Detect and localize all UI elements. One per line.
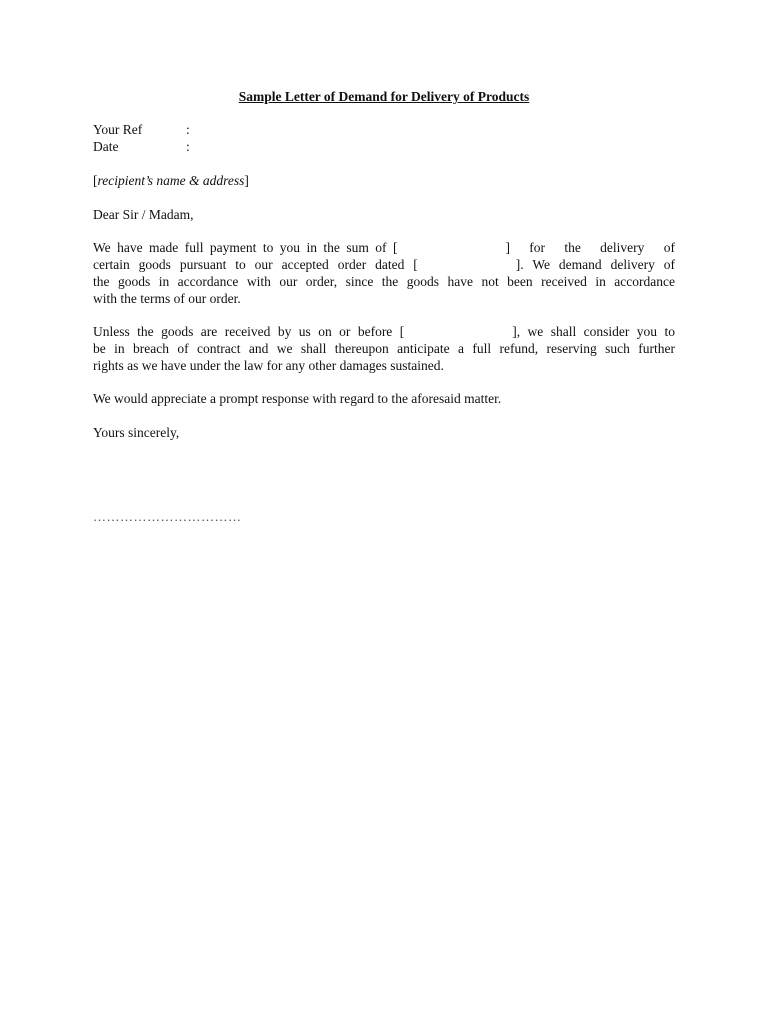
deadline-paragraph — [93, 323, 675, 374]
deadline-line-3: rights as we have under the law for any other damages sustained. — [93, 358, 444, 373]
your-ref-colon: : — [186, 122, 190, 137]
response-line: We would appreciate a prompt response with regard to the aforesaid matter. — [93, 391, 502, 406]
deadline-line-1 — [93, 323, 675, 340]
signature-line: …………………………… — [93, 509, 242, 524]
payment-line-1 — [93, 239, 675, 256]
salutation: Dear Sir / Madam, — [93, 207, 194, 222]
deadline-text: Unless the goods are received by us on or before [ — [93, 324, 405, 339]
your-ref-label: Your Ref — [93, 122, 143, 137]
response-paragraph — [93, 390, 675, 407]
reference-block — [93, 121, 196, 155]
deadline-tail: ], we shall consider you to — [512, 324, 675, 339]
recipient-open-bracket: [ — [93, 173, 98, 188]
letter-title: Sample Letter of Demand for Delivery of Products — [238, 89, 530, 104]
recipient-placeholder — [93, 172, 249, 189]
order-date-text: certain goods pursuant to our accepted order dated [ — [93, 257, 418, 272]
recipient-close-bracket: ] — [244, 173, 249, 188]
payment-line-3: the goods in accordance with our order, since the goods have not been received in accordance — [93, 274, 675, 289]
payment-line-2 — [93, 256, 675, 273]
payment-line-4: with the terms of our order. — [93, 291, 241, 306]
closing: Yours sincerely, — [93, 425, 180, 440]
your-ref-row — [93, 121, 196, 138]
payment-sum-text: We have made full payment to you in the sum of [ — [93, 240, 398, 255]
date-row — [93, 138, 196, 155]
payment-sum-tail: ] for the delivery of — [505, 240, 675, 255]
payment-paragraph — [93, 239, 675, 307]
order-date-tail: ]. We demand delivery of — [515, 257, 675, 272]
deadline-line-2: be in breach of contract and we shall thereupon anticipate a full refund, reserving such further — [93, 341, 675, 356]
recipient-name-address: recipient’s name & address — [97, 173, 245, 188]
date-colon: : — [186, 139, 190, 154]
date-label: Date — [93, 139, 119, 154]
